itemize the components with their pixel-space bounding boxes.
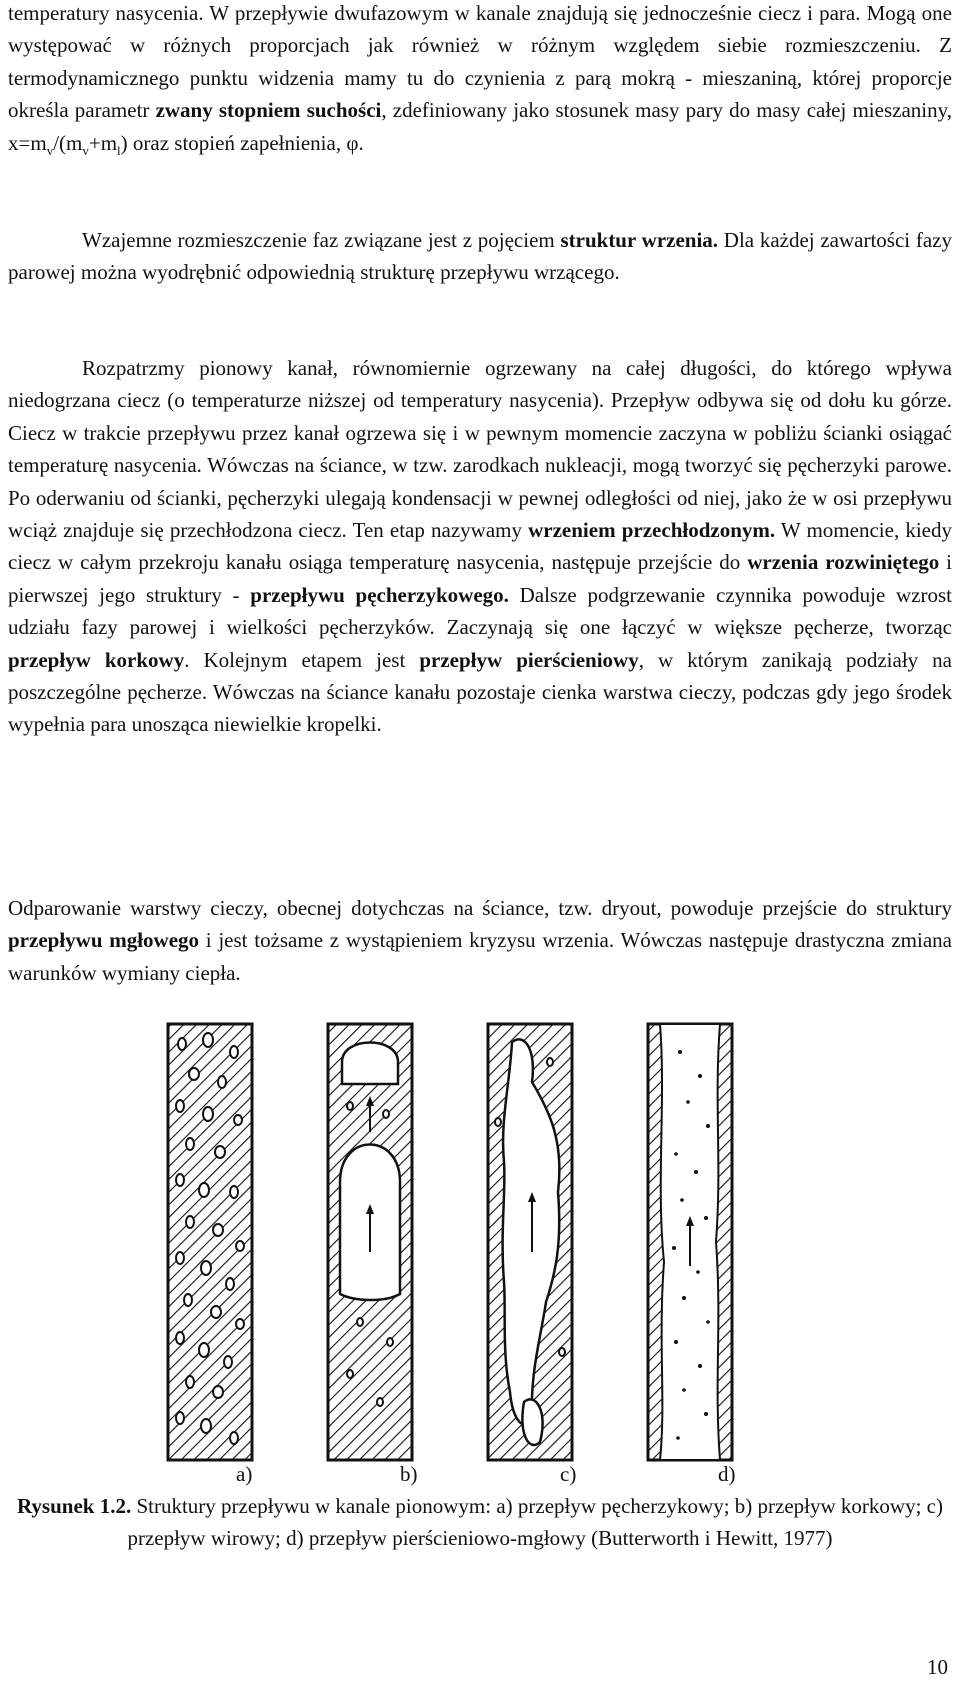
page-number: 10 bbox=[927, 1655, 948, 1679]
term-bubbly-flow: przepływu pęcherzykowego. bbox=[250, 582, 509, 607]
text-run: Rozpatrzmy pionowy kanał, równomiernie ogrzewany na całej długości, do którego wpływa niedogrzana ciecz (o temperaturze niższej od temperatury nasycenia). Przepływ odbywa się od dołu ku górze. Ciecz w trakcie przepływu przez kanał ogrzewa się i w pewnym momencie zaczyna w pobliżu ścianki osiągać temperaturę nasycenia. Wówczas na ściance, w tzw. zarodkach nukleacji, mogą tworzyć się pęcherzyki parowe. Po oderwaniu od ścianki, pęcherzyki ulegają kondensacji w pewnej odległości od niej, jako że w osi przepływu wciąż znajduje się przechłodzona ciecz. Ten etap nazywamy bbox=[8, 356, 952, 543]
subscript: v bbox=[46, 142, 54, 158]
text-run: i jest tożsame z wystąpieniem kryzysu wrzenia. Wówczas następuje drastyczna zmiana warunków wymiany ciepła. bbox=[8, 928, 952, 985]
text-run: Dla każdej zawartości fazy parowej można wyodrębnić odpowiednią strukturę przepływu wrzącego. bbox=[8, 228, 952, 285]
figure-caption bbox=[8, 1490, 952, 1555]
subscript: v bbox=[82, 142, 89, 158]
term-subcooled-boiling: wrzeniem przechłodzonym. bbox=[528, 518, 776, 543]
term-dryness-fraction: zwany stopniem suchości bbox=[155, 98, 382, 123]
channel-slug-flow bbox=[328, 1024, 412, 1460]
caption-text: Struktury przepływu w kanale pionowym: a) przepływ pęcherzykowy; b) przepływ korkowy; c) przepływ wirowy; d) przepływ pierścieniowo-mgłowy (Butterworth i Hewitt, 1977) bbox=[127, 1494, 943, 1551]
term-mist-flow: przepływu mgłowego bbox=[8, 928, 200, 953]
text-run: Wzajemne rozmieszczenie faz związane jest z pojęciem bbox=[82, 228, 561, 252]
term-annular-flow: przepływ pierścieniowy bbox=[419, 647, 639, 672]
text-run: , zdefiniowany jako stosunek masy pary do masy całej mieszaniny, x=m bbox=[8, 98, 952, 155]
figure-panel-labels bbox=[0, 1462, 960, 1492]
channel-annular-mist-flow bbox=[648, 1024, 732, 1460]
channel-bubbly-flow bbox=[168, 1024, 252, 1460]
panel-label-a: a) bbox=[236, 1462, 253, 1486]
text-run: Dalsze podgrzewanie czynnika powoduje wzrost udziału fazy parowej i wielkości pęcherzyków. Zaczynają się one łączyć w większe pęcherze, tworząc bbox=[8, 582, 952, 640]
text-run: . Kolejnym etapem jest bbox=[184, 647, 420, 672]
panel-label-b: b) bbox=[400, 1462, 418, 1486]
text-run: i pierwszej jego struktury - bbox=[8, 550, 952, 607]
term-boiling-structures: struktur wrzenia. bbox=[560, 228, 719, 252]
panel-label-d: d) bbox=[718, 1462, 736, 1486]
paragraph-vertical-channel bbox=[8, 352, 952, 741]
paragraph-boiling-structures bbox=[8, 224, 952, 289]
panel-label-c: c) bbox=[560, 1462, 577, 1486]
text-run: temperatury nasycenia. W przepływie dwufazowym w kanale znajdują się jednocześnie ciecz i para. Mogą one występować w różnych proporcjach jak również w różnym względem siebie rozmieszczeniu. Z termodynamicznego punktu widzenia mamy tu do czynienia z parą mokrą - mieszaniną, której proporcje określa parametr bbox=[8, 1, 952, 123]
text-run: W momencie, kiedy ciecz w całym przekroju kanału osiąga temperaturę nasycenia, następuje przejście do bbox=[8, 518, 952, 575]
text-run: /(m bbox=[53, 130, 83, 155]
text-run: +m bbox=[88, 130, 118, 155]
flow-structures-figure bbox=[160, 1022, 820, 1462]
paragraph-intro bbox=[8, 0, 952, 167]
term-developed-boiling: wrzenia rozwiniętego bbox=[747, 550, 940, 575]
paragraph-dryout bbox=[8, 892, 952, 989]
caption-label: Rysunek 1.2. bbox=[17, 1494, 132, 1518]
text-run: ) oraz stopień zapełnienia, φ. bbox=[120, 130, 364, 155]
text-run: , w którym zanikają podziały na poszczególne pęcherze. Wówczas na ściance kanału pozostaje cienka warstwa cieczy, podczas gdy jego środek wypełnia para unosząca niewielkie kropelki. bbox=[8, 647, 952, 737]
subscript: l bbox=[117, 142, 121, 158]
text-run: Odparowanie warstwy cieczy, obecnej dotychczas na ściance, tzw. dryout, powoduje przejście do struktury bbox=[8, 896, 952, 920]
term-slug-flow: przepływ korkowy bbox=[8, 647, 185, 672]
channel-churn-flow bbox=[488, 1024, 572, 1460]
